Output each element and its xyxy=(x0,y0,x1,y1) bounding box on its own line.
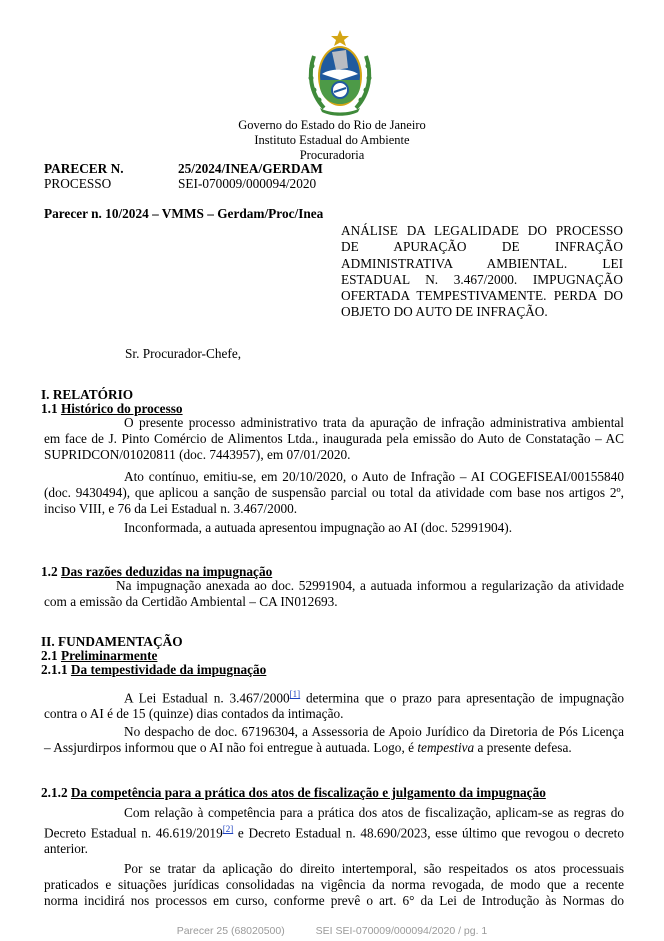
subsection-number: 1.1 xyxy=(41,401,58,416)
text-line xyxy=(44,686,624,706)
paragraph-razoes xyxy=(44,578,624,610)
processo-label: PROCESSO xyxy=(44,176,112,191)
paragraph-tempestividade-2 xyxy=(44,724,624,756)
header-department: Procuradoria xyxy=(299,148,365,162)
paragraph-tempestividade-1 xyxy=(44,686,624,722)
text-line: inciso VIII, e 76 da Lei Estadual n. 3.467/2000. xyxy=(44,501,298,516)
processo-number: SEI-070009/000094/2020 xyxy=(178,176,317,191)
footnote-link-2[interactable]: [2] xyxy=(222,824,234,834)
text-segment: e Decreto Estadual n. 48.690/2023, esse último que revogou o decreto xyxy=(233,825,625,841)
text-line: em face de J. Pinto Comércio de Alimentos Ltda., inaugurada pela emissão do Auto de Constatação – AC xyxy=(44,431,624,446)
emblem-graphic xyxy=(300,28,380,118)
paragraph-competencia-2 xyxy=(44,861,624,909)
text-line: anterior. xyxy=(44,841,88,857)
paragraph-historico-3: Inconformada, a autuada apresentou impugnação ao AI (doc. 52991904). xyxy=(124,520,513,535)
subsection-number: 2.1.2 xyxy=(41,785,68,800)
salutation: Sr. Procurador-Chefe, xyxy=(125,346,242,361)
subsection-number: 2.1.1 xyxy=(41,662,68,677)
section-title-fundamentacao: II. FUNDAMENTAÇÃO xyxy=(41,634,183,649)
text-line: SUPRIDCON/01020811 (doc. 7443957), em 07/01/2020. xyxy=(44,447,351,462)
text-line: No despacho de doc. 67196304, a Assessoria de Apoio Jurídico da Diretoria de Pós Licença xyxy=(124,724,624,739)
subsection-title: Da tempestividade da impugnação xyxy=(70,662,267,677)
ementa-line: OBJETO DO AUTO DE INFRAÇÃO. xyxy=(341,304,548,320)
text-line: O presente processo administrativo trata da apuração de infração administrativa ambiental xyxy=(124,415,624,430)
paragraph-historico-1 xyxy=(44,415,624,463)
ementa-line: ESTADUAL N. 3.467/2000. IMPUGNAÇÃO xyxy=(341,271,623,287)
emphasis-tempestiva: tempestiva xyxy=(417,740,475,755)
parecer-number: 25/2024/INEA/GERDAM xyxy=(178,161,323,176)
parecer-label: PARECER N. xyxy=(44,161,124,176)
text-line: praticados e situações jurídicas consolidadas na vigência da norma revogada, de modo que a recente xyxy=(44,877,624,892)
subsection-title: Da competência para a prática dos atos de fiscalização e julgamento da impugnação xyxy=(70,785,546,800)
header-institute: Instituto Estadual do Ambiente xyxy=(254,133,410,147)
subsection-number: 2.1 xyxy=(41,648,58,663)
ementa-block xyxy=(341,223,623,321)
subsection-title: Histórico do processo xyxy=(60,401,183,416)
parecer-subtitle: Parecer n. 10/2024 – VMMS – Gerdam/Proc/Inea xyxy=(44,206,324,221)
section-title-relatorio: I. RELATÓRIO xyxy=(41,387,134,402)
text-segment: – Assjurdirpos informou que o AI não foi entregue à autuada. Logo, é xyxy=(44,740,418,755)
text-line: Na impugnação anexada ao doc. 52991904, a autuada informou a regularização da atividade xyxy=(116,578,624,593)
text-segment: A Lei Estadual n. 3.467/2000 xyxy=(124,690,290,706)
footer-process-page: SEI SEI-070009/000094/2020 / pg. 1 xyxy=(315,925,488,937)
coat-of-arms-logo xyxy=(300,28,380,118)
ementa-line: ANÁLISE DA LEGALIDADE DO PROCESSO xyxy=(341,223,623,238)
text-line: Com relação à competência para a prática dos atos de fiscalização, aplicam-se as regras do xyxy=(124,805,624,820)
page-footer xyxy=(0,925,664,937)
ementa-line: OFERTADA TEMPESTIVAMENTE. PERDA DO xyxy=(341,288,623,304)
text-line: (doc. 9430494), que aplicou a sanção de suspensão parcial ou total da atividade com base nos artigos 2º, xyxy=(44,485,624,500)
footer-document-id: Parecer 25 (68020500) xyxy=(176,925,285,937)
header-government: Governo do Estado do Rio de Janeiro xyxy=(238,118,426,132)
text-segment: Decreto Estadual n. 46.619/2019 xyxy=(44,825,223,841)
text-line: com a emissão da Certidão Ambiental – CA IN012693. xyxy=(44,594,338,609)
subsection-2-1-1 xyxy=(41,662,266,678)
subsection-number: 1.2 xyxy=(41,564,58,579)
ementa-line: ADMINISTRATIVA AMBIENTAL. LEI xyxy=(341,255,623,271)
text-line: norma incidirá nos processos em curso, conforme prevê o art. 6° da Lei de Introdução às Normas do xyxy=(44,893,624,908)
text-line: Ato contínuo, emitiu-se, em 20/10/2020, o Auto de Infração – AI COGEFISEAI/00155840 xyxy=(124,469,624,484)
subsection-title: Preliminarmente xyxy=(60,648,158,663)
text-line: contra o AI é de 15 (quinze) dias contados da intimação. xyxy=(44,706,344,722)
text-segment: determina que o prazo para apresentação de impugnação xyxy=(300,690,624,706)
text-segment: a presente defesa. xyxy=(474,740,572,755)
paragraph-historico-2 xyxy=(44,469,624,517)
subsection-title: Das razões deduzidas na impugnação xyxy=(60,564,273,579)
text-line xyxy=(44,740,624,756)
text-line xyxy=(44,821,624,841)
subsection-2-1-2 xyxy=(41,785,546,801)
paragraph-competencia-1 xyxy=(44,805,624,857)
footnote-link-1[interactable]: [1] xyxy=(289,689,301,699)
text-line: Por se tratar da aplicação do direito intertemporal, são respeitados os atos processuais xyxy=(124,861,624,876)
ementa-line: DE APURAÇÃO DE INFRAÇÃO xyxy=(341,239,623,255)
